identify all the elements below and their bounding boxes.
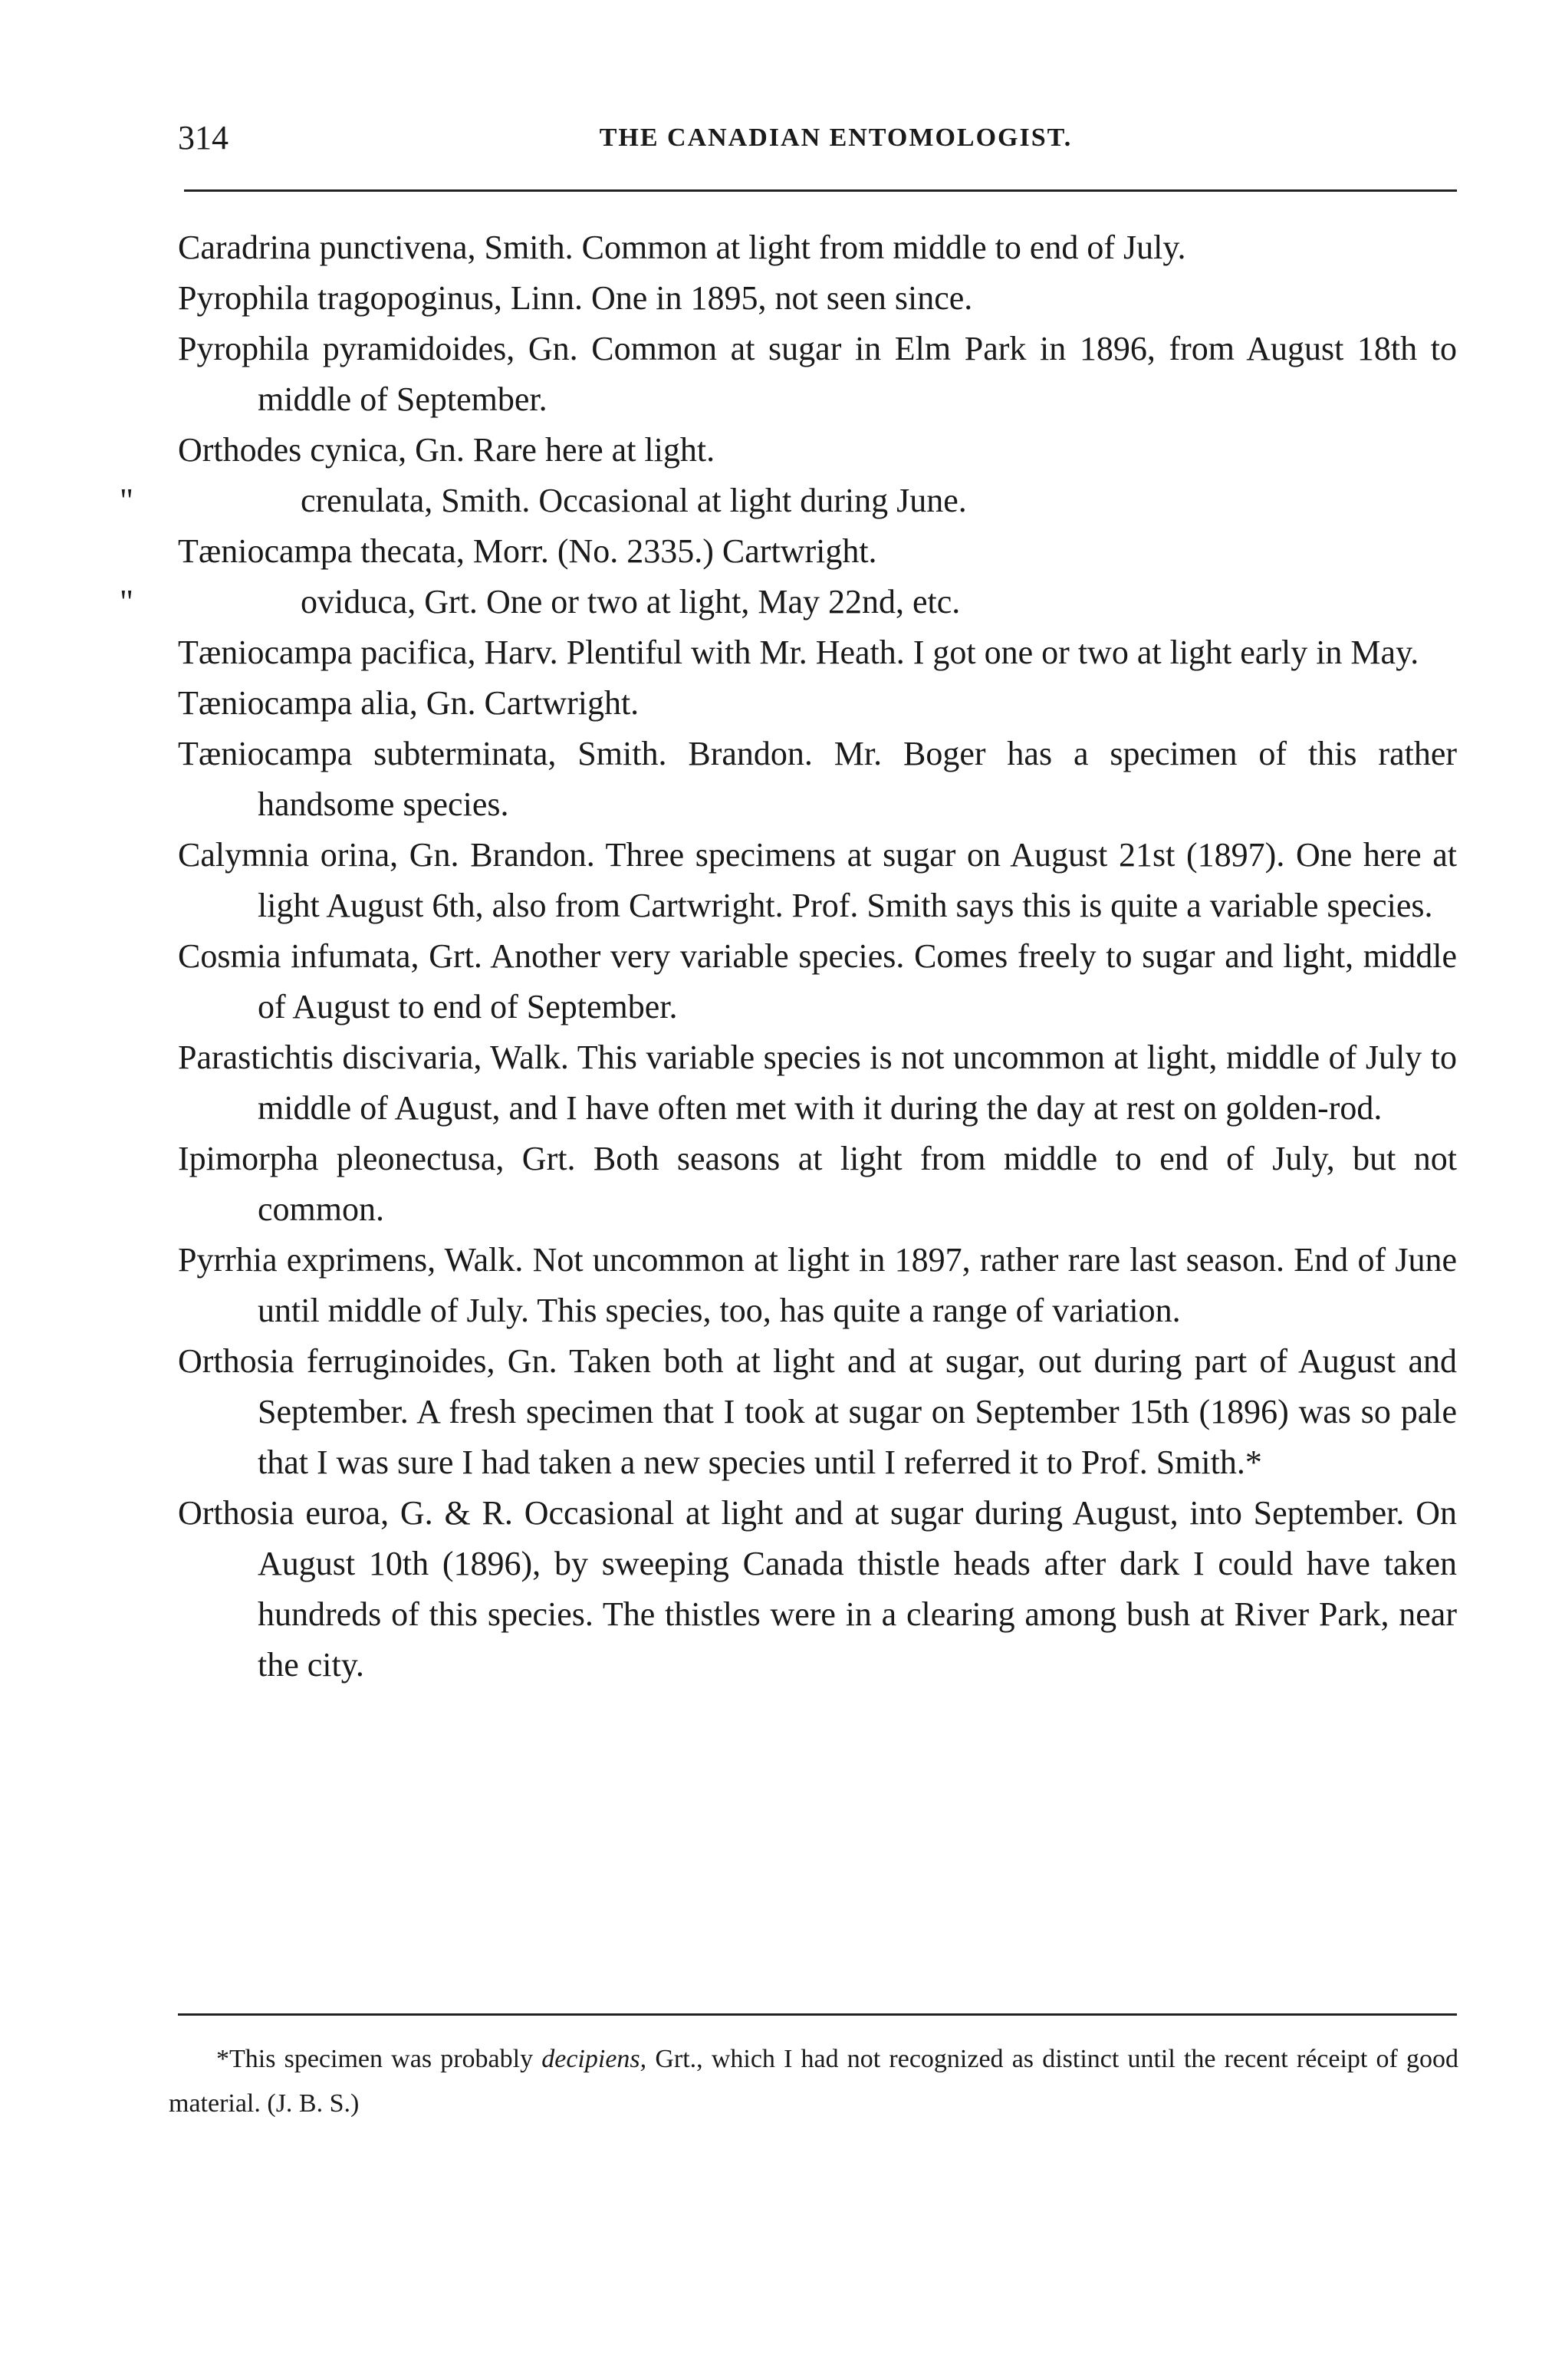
species-name: Tæniocampa pacifica, Harv. [178, 634, 558, 671]
ditto-mark: " [120, 583, 133, 621]
species-list [120, 222, 1458, 1690]
page-header [178, 115, 1463, 161]
species-name: Parastichtis discivaria, Walk. [178, 1039, 569, 1076]
species-note: This variable species is not uncommon at light, middle of July to middle of August, and I have often met with it during the day at rest on golden-rod. [258, 1039, 1457, 1127]
page-number: 314 [178, 119, 229, 156]
species-name: Tæniocampa alia, Gn. [178, 684, 476, 722]
species-entry [178, 273, 1457, 324]
species-note: Rare here at light. [472, 431, 715, 469]
running-title: THE CANADIAN ENTOMOLOGIST. [599, 123, 1073, 152]
species-note: Common at light from middle to end of July. [581, 229, 1186, 266]
species-entry [178, 526, 1457, 577]
species-name: Cosmia infumata, Grt. [178, 937, 482, 975]
footnote-text-after: Grt., which I had not recognized as distinct until the recent réceipt of good material. (J. B. S.) [169, 2045, 1459, 2118]
species-entry [178, 1134, 1457, 1235]
ditto-mark: " [120, 482, 133, 519]
species-entry [178, 1235, 1457, 1336]
species-entry [178, 1488, 1457, 1690]
species-name: Pyrophila pyramidoides, Gn. [178, 330, 578, 367]
footnote-text-before: *This specimen was probably [216, 2045, 534, 2073]
species-name: Orthodes cynica, Gn. [178, 431, 465, 469]
species-name: Tæniocampa subterminata, Smith. [178, 735, 667, 772]
species-entry [178, 627, 1457, 678]
species-note: Plentiful with Mr. Heath. I got one or two at light early in May. [566, 634, 1419, 671]
species-entry [178, 678, 1457, 729]
footnote [169, 2037, 1458, 2126]
species-note: Occasional at light during June. [538, 482, 967, 519]
species-entry [178, 830, 1457, 931]
species-note: Taken both at light and at sugar, out during part of August and September. A fresh specimen that I took at sugar on September 15th (1896) was so pale that I was sure I had taken a new species until I referred it to Prof. Smith.* [258, 1342, 1457, 1481]
species-name: Caradrina punctivena, Smith. [178, 229, 574, 266]
species-note: Both seasons at light from middle to end of July, but not common. [258, 1140, 1458, 1228]
species-entry [178, 324, 1457, 425]
footnote-rule [178, 2013, 1457, 2016]
species-name: Pyrophila tragopoginus, Linn. [178, 279, 583, 317]
species-note: One or two at light, May 22nd, etc. [485, 583, 961, 621]
species-name: crenulata, Smith. [301, 482, 531, 519]
species-entry [178, 931, 1457, 1032]
species-note: (No. 2335.) Cartwright. [557, 532, 877, 570]
species-note: Not uncommon at light in 1897, rather rare last season. End of June until middle of July. This species, too, has quite a range of variation. [258, 1241, 1458, 1329]
species-entry [178, 1032, 1457, 1134]
species-entry [178, 222, 1457, 273]
species-name: oviduca, Grt. [301, 583, 478, 621]
species-note: Occasional at light and at sugar during August, into September. On August 10th (1896), by sweeping Canada thistle heads after dark I could have taken hundreds of this species. The thistles were in a clearing among bush at River Park, near the city. [258, 1494, 1458, 1684]
species-name: Ipimorpha pleonectusa, Grt. [178, 1140, 576, 1177]
species-note: Another very variable species. Comes freely to sugar and light, middle of August to end of September. [258, 937, 1458, 1025]
species-entry [120, 577, 1457, 627]
species-entry [178, 425, 1457, 476]
species-name: Pyrrhia exprimens, Walk. [178, 1241, 524, 1279]
species-note: Cartwright. [484, 684, 640, 722]
species-name: Orthosia euroa, G. & R. [178, 1494, 513, 1532]
header-rule [184, 189, 1457, 192]
species-entry [178, 1336, 1457, 1488]
footnote-italic-species: decipiens, [541, 2045, 647, 2073]
species-entry [178, 729, 1457, 830]
species-note: Common at sugar in Elm Park in 1896, from August 18th to middle of September. [258, 330, 1457, 418]
species-name: Orthosia ferruginoides, Gn. [178, 1342, 557, 1380]
species-note: Brandon. Mr. Boger has a specimen of this rather handsome species. [258, 735, 1458, 823]
species-entry [120, 476, 1457, 526]
species-note: Brandon. Three specimens at sugar on August 21st (1897). One here at light August 6th, also from Cartwright. Prof. Smith says this is quite a variable species. [258, 836, 1458, 924]
species-name: Calymnia orina, Gn. [178, 836, 459, 874]
species-name: Tæniocampa thecata, Morr. [178, 532, 549, 570]
species-note: One in 1895, not seen since. [590, 279, 973, 317]
